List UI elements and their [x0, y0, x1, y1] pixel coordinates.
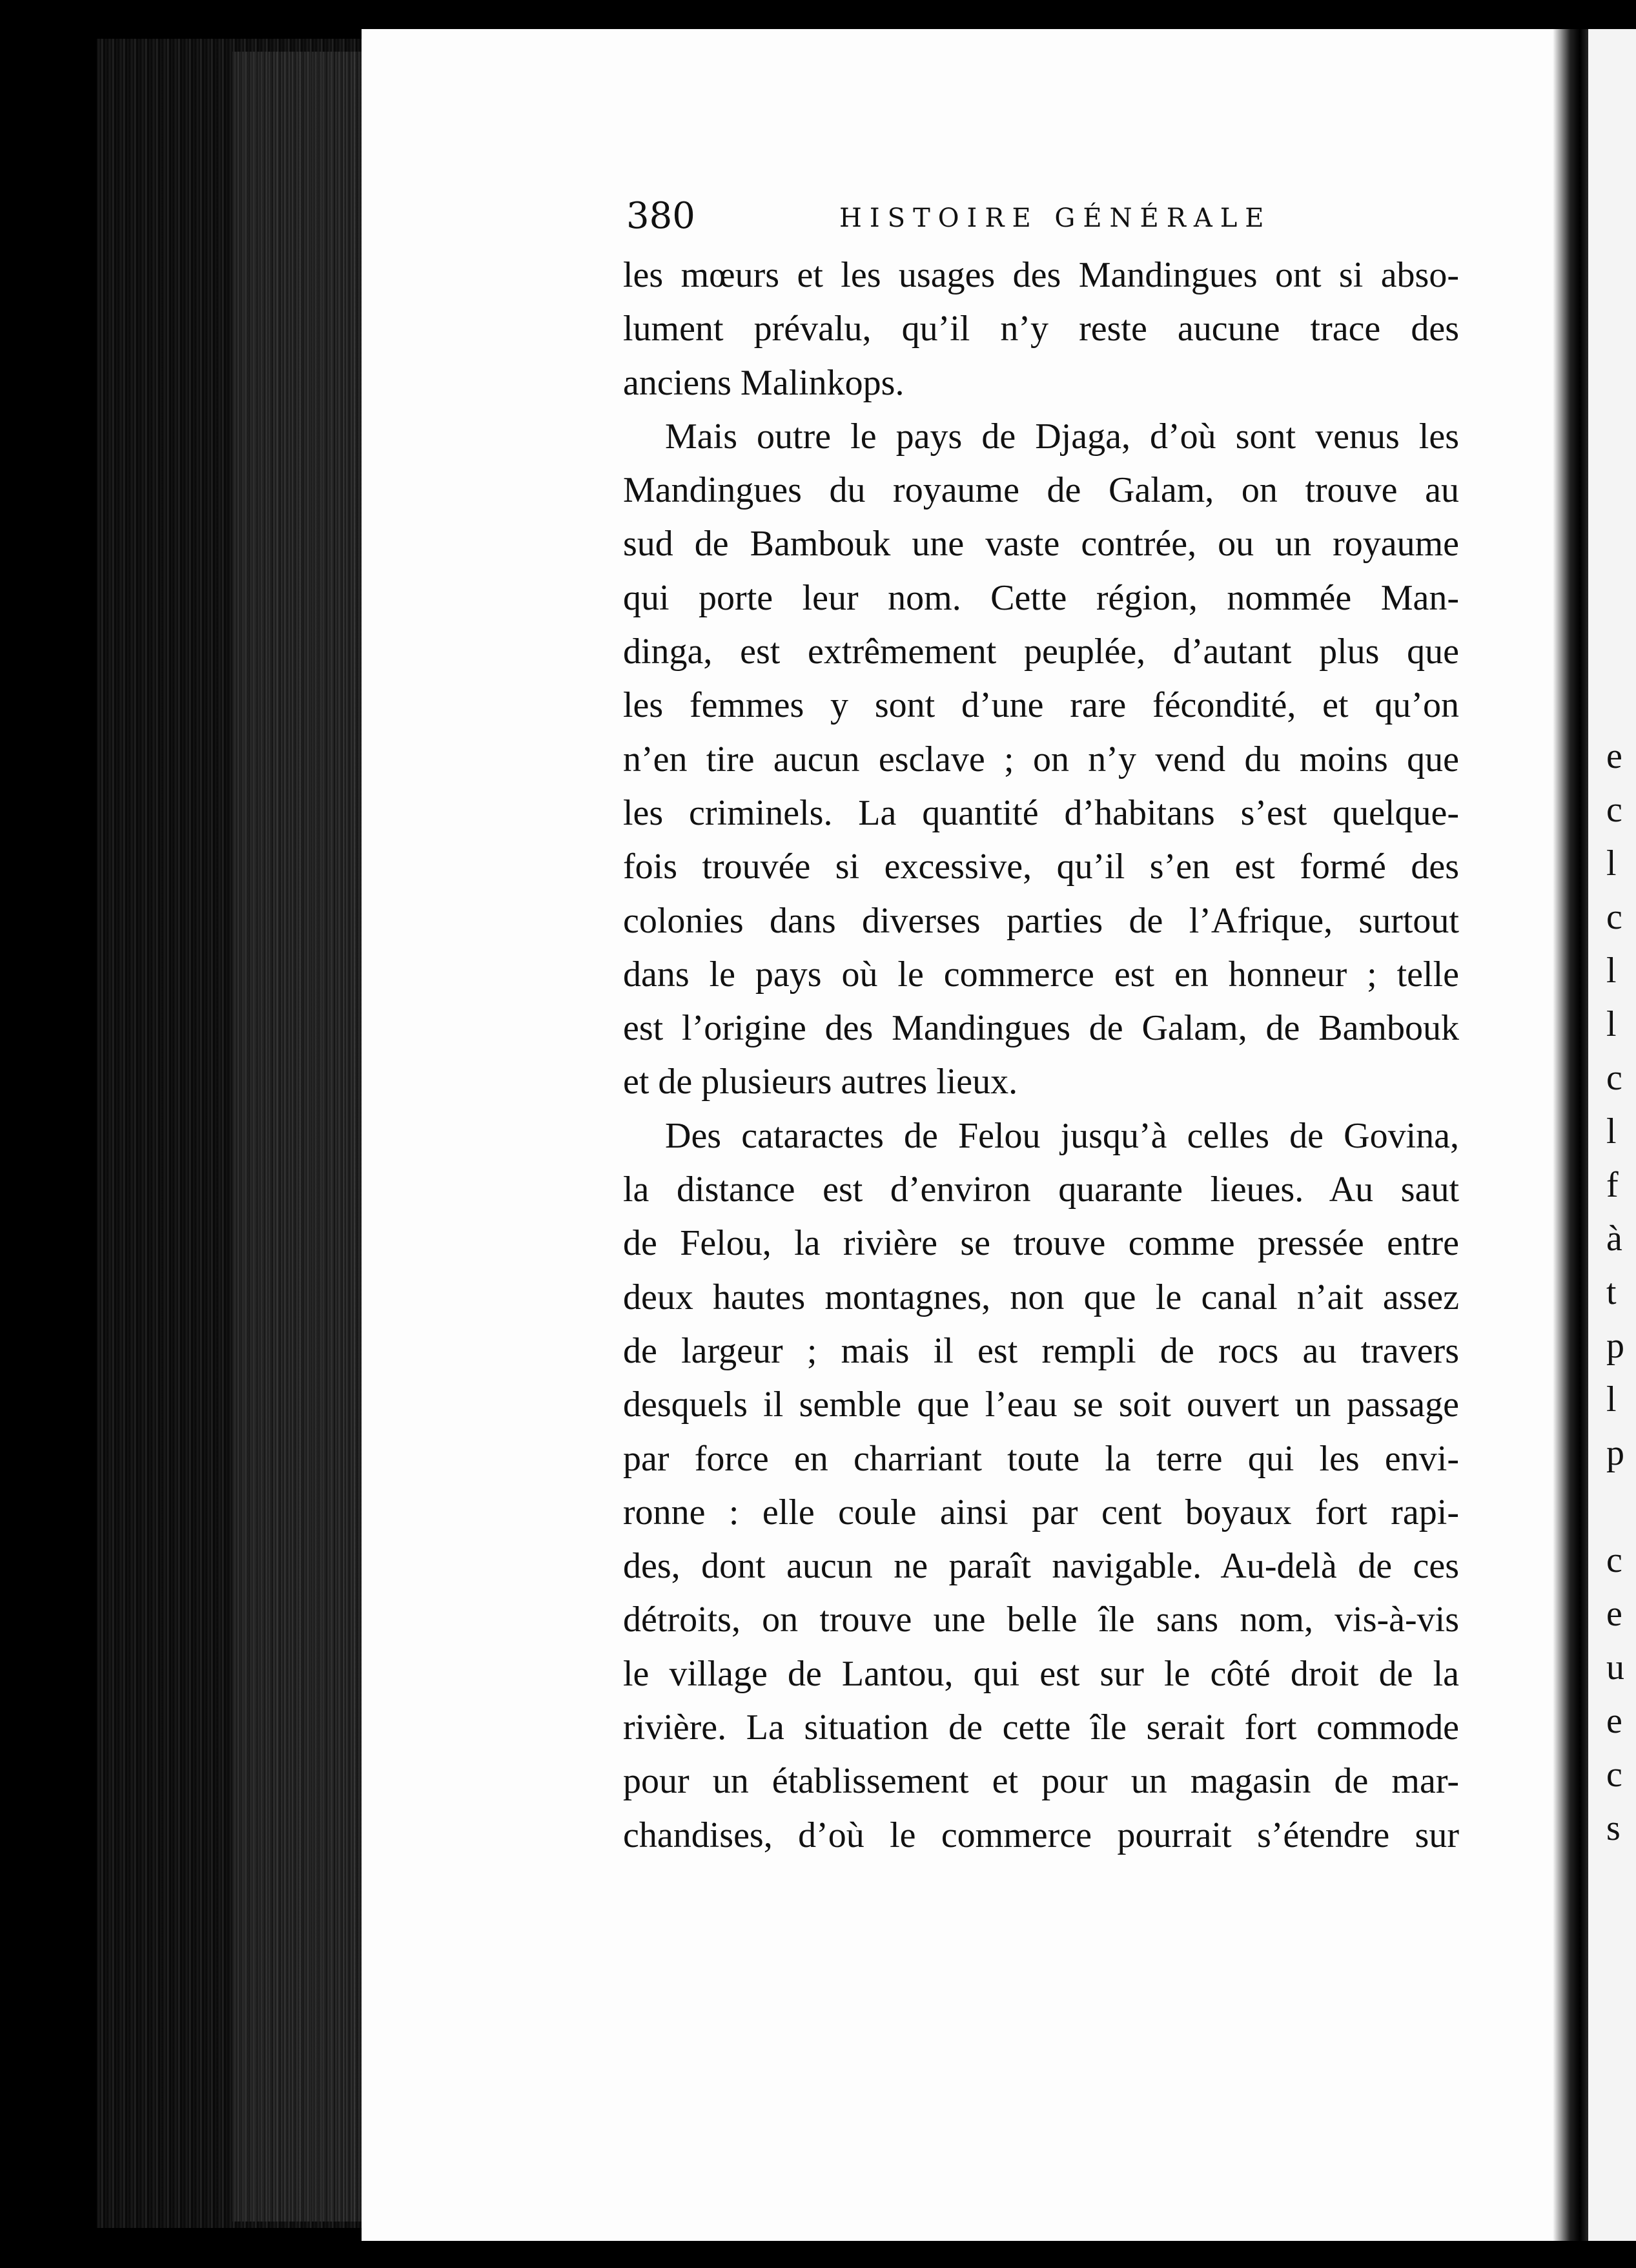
text-line: n’en tire aucun esclave ; on n’y vend du moins que [623, 739, 1459, 779]
text-line: la distance est d’environ quarante lieues. Au saut [623, 1170, 1459, 1210]
text-line: dinga, est extrêmement peuplée, d’autant plus que [623, 632, 1459, 672]
facing-page-fragment: t [1606, 1272, 1617, 1312]
text-line: le village de Lantou, qui est sur le côté droit de la [623, 1653, 1459, 1694]
page-number: 380 [626, 195, 695, 237]
facing-page-fragment: c [1606, 790, 1622, 830]
text-line: de Felou, la rivière se trouve comme pressée entre [623, 1223, 1459, 1264]
facing-page-fragment: p [1606, 1326, 1624, 1366]
text-line: ronne : elle coule ainsi par cent boyaux fort rapi- [623, 1492, 1459, 1532]
facing-page-fragment: c [1606, 897, 1622, 937]
text-line: des, dont aucun ne paraît navigable. Au-delà de ces [623, 1546, 1459, 1587]
text-line: Mandingues du royaume de Galam, on trouve au [623, 470, 1459, 511]
text-line: les mœurs et les usages des Mandingues ont si abso- [623, 255, 1459, 295]
body-text [623, 249, 1459, 1862]
facing-page-fragment [1606, 1480, 1636, 1534]
page-header [626, 194, 1311, 245]
text-line: les criminels. La quantité d’habitans s’est quelque- [623, 792, 1459, 833]
text-line: colonies dans diverses parties de l’Afrique, surtout [623, 900, 1459, 941]
text-line: Mais outre le pays de Djaga, d’où sont venus les [665, 416, 1459, 457]
facing-page-fragment: c [1606, 1058, 1622, 1098]
text-line: détroits, on trouve une belle île sans nom, vis-à-vis [623, 1600, 1459, 1640]
facing-page-fragment: à [1606, 1219, 1622, 1259]
text-line: rivière. La situation de cette île serait fort commode [623, 1707, 1459, 1748]
text-line: qui porte leur nom. Cette région, nommée Man- [623, 577, 1459, 618]
facing-page-text-fragments [1606, 730, 1636, 1855]
text-line: anciens Malinkops. [623, 362, 905, 403]
text-line: de largeur ; mais il est rempli de rocs au travers [623, 1330, 1459, 1371]
text-line: fois trouvée si excessive, qu’il s’en est formé des [623, 847, 1459, 887]
text-line: sud de Bambouk une vaste contrée, ou un royaume [623, 524, 1459, 564]
paragraph [623, 1109, 1459, 1862]
text-line: chandises, d’où le commerce pourrait s’étendre sur [623, 1815, 1459, 1855]
text-line: pour un établissement et pour un magasin de mar- [623, 1761, 1459, 1802]
facing-page-fragment: l [1606, 1379, 1617, 1419]
running-head: HISTOIRE GÉNÉRALE [839, 203, 1272, 233]
page-stack-texture [232, 52, 362, 2222]
text-line: dans le pays où le commerce est en honneur ; telle [623, 954, 1459, 995]
text-line: les femmes y sont d’une rare fécondité, et qu’on [623, 685, 1459, 726]
text-line: desquels il semble que l’eau se soit ouvert un passage [623, 1385, 1459, 1425]
facing-page-fragment: p [1606, 1433, 1624, 1473]
facing-page-fragment: l [1606, 843, 1617, 883]
facing-page-fragment: e [1606, 1701, 1622, 1741]
binding-gutter [1553, 29, 1591, 2241]
facing-page-fragment: e [1606, 1594, 1622, 1634]
text-line: par force en charriant toute la terre qui les envi- [623, 1438, 1459, 1479]
facing-page-fragment: e [1606, 736, 1622, 776]
facing-page-fragment: u [1606, 1647, 1624, 1687]
text-line: deux hautes montagnes, non que le canal n’ait assez [623, 1277, 1459, 1317]
facing-page-fragment: l [1606, 1004, 1617, 1044]
facing-page-fragment: l [1606, 1111, 1617, 1151]
paragraph [623, 410, 1459, 1109]
text-line: lument prévalu, qu’il n’y reste aucune trace des [623, 309, 1459, 349]
facing-page-fragment: c [1606, 1755, 1622, 1795]
facing-page-fragment: f [1606, 1165, 1619, 1205]
paragraph [623, 249, 1459, 410]
text-line: et de plusieurs autres lieux. [623, 1062, 1018, 1102]
facing-page-fragment: l [1606, 951, 1617, 991]
text-line: Des cataractes de Felou jusqu’à celles de Govina, [665, 1115, 1459, 1156]
facing-page-fragment: c [1606, 1540, 1622, 1580]
text-line: est l’origine des Mandingues de Galam, de Bambouk [623, 1008, 1459, 1049]
facing-page-fragment: s [1606, 1808, 1621, 1848]
